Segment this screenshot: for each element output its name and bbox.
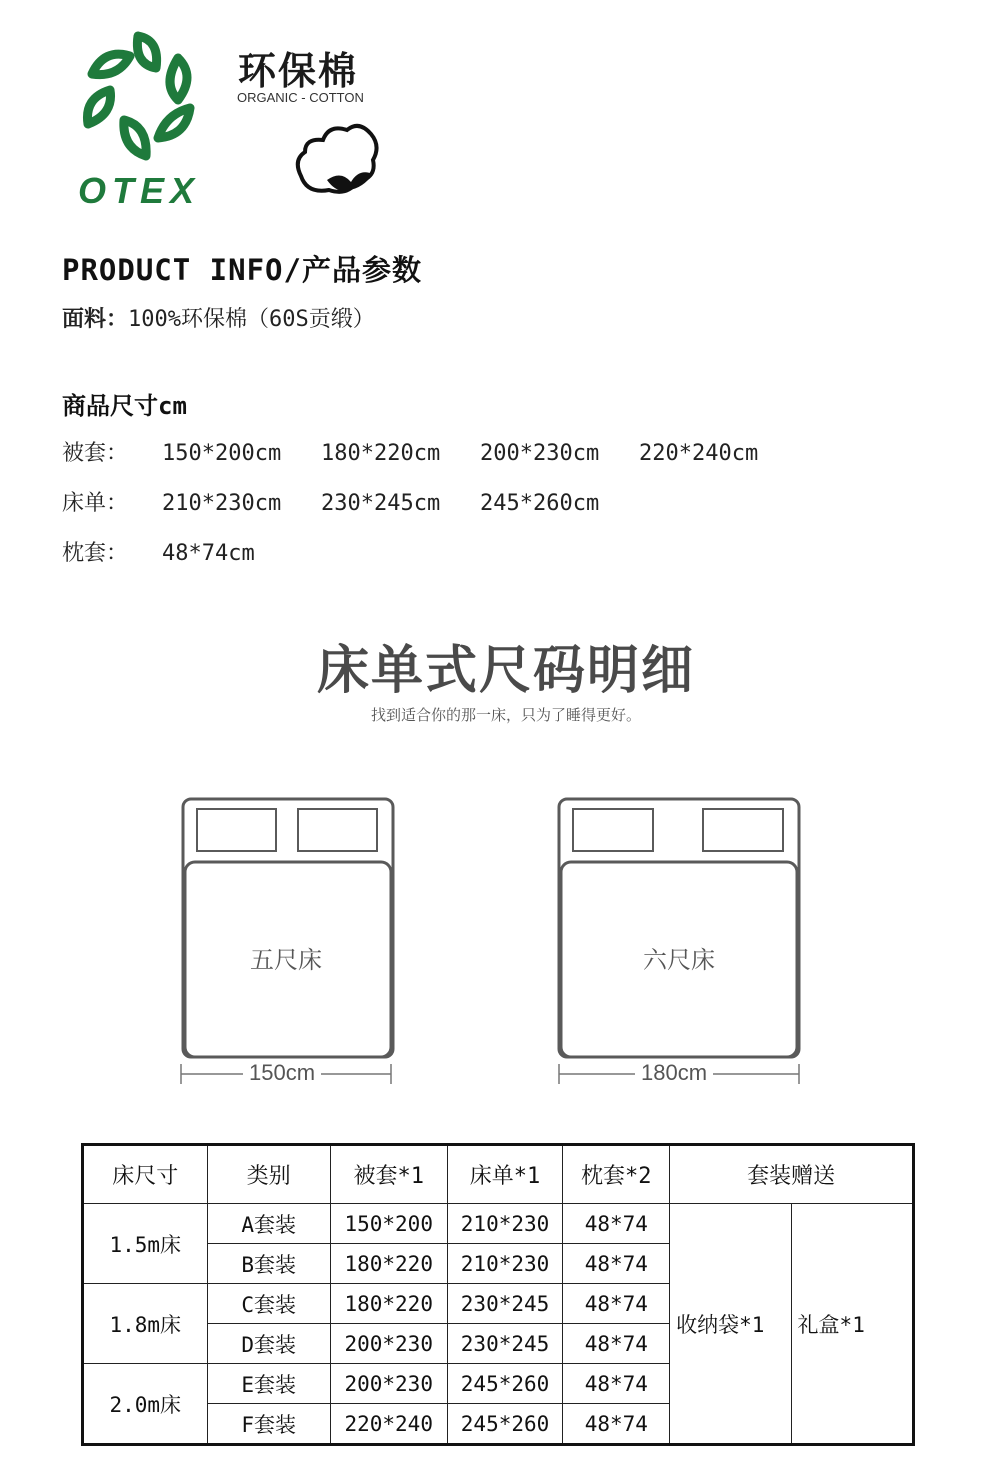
fabric-value: 100%环保棉（60S贡缎） bbox=[128, 307, 375, 332]
set-name-cell: F套装 bbox=[207, 1404, 330, 1445]
pillow-size-cell: 48*74 bbox=[563, 1204, 670, 1244]
set-size-table bbox=[81, 1143, 915, 1446]
sheet-size-cell: 230*245 bbox=[447, 1324, 563, 1364]
set-name-cell: C套装 bbox=[207, 1284, 330, 1324]
bed-name-label: 六尺床 bbox=[643, 946, 715, 974]
size-value: 180*220cm bbox=[321, 441, 441, 466]
set-name-cell: A套装 bbox=[207, 1204, 330, 1244]
quilt-size-cell: 200*230 bbox=[330, 1324, 447, 1364]
sheet-size-cell: 245*260 bbox=[447, 1404, 563, 1445]
otex-logo-text: OTEX bbox=[78, 170, 201, 211]
table-header: 套装赠送 bbox=[670, 1145, 914, 1204]
table-header: 床尺寸 bbox=[83, 1145, 208, 1204]
quilt-size-cell: 200*230 bbox=[330, 1364, 447, 1404]
table-header-row bbox=[83, 1145, 914, 1204]
gift-cell: 礼盒*1 bbox=[791, 1204, 913, 1445]
bed-size-cell: 1.5m床 bbox=[83, 1204, 208, 1284]
sheet-size-cell: 245*260 bbox=[447, 1364, 563, 1404]
sheet-size-cell: 210*230 bbox=[447, 1204, 563, 1244]
fabric-line bbox=[62, 302, 375, 333]
pillow-size-cell: 48*74 bbox=[563, 1324, 670, 1364]
bed-width-label: 150cm bbox=[243, 1060, 321, 1086]
size-row-label: 床单： bbox=[62, 491, 129, 516]
size-value: 220*240cm bbox=[639, 441, 759, 466]
table-header: 类别 bbox=[207, 1145, 330, 1204]
size-row-sheet bbox=[62, 486, 639, 518]
quilt-size-cell: 150*200 bbox=[330, 1204, 447, 1244]
pillow-size-cell: 48*74 bbox=[563, 1364, 670, 1404]
leaf-wreath-logo-icon bbox=[78, 28, 213, 163]
pillow-size-cell: 48*74 bbox=[563, 1404, 670, 1445]
size-value: 48*74cm bbox=[162, 541, 255, 566]
set-name-cell: D套装 bbox=[207, 1324, 330, 1364]
size-row-label: 枕套： bbox=[62, 541, 129, 566]
table-header: 枕套*2 bbox=[563, 1145, 670, 1204]
pillow-size-cell: 48*74 bbox=[563, 1244, 670, 1284]
sheet-size-cell: 230*245 bbox=[447, 1284, 563, 1324]
bed-width-label: 180cm bbox=[635, 1060, 713, 1086]
pillow-size-cell: 48*74 bbox=[563, 1284, 670, 1324]
section-subtitle: 找到适合你的那一床，只为了睡得更好。 bbox=[370, 706, 641, 724]
brand-name-en: ORGANIC - COTTON bbox=[237, 90, 364, 105]
set-name-cell: E套装 bbox=[207, 1364, 330, 1404]
quilt-size-cell: 180*220 bbox=[330, 1244, 447, 1284]
table-row bbox=[83, 1204, 914, 1244]
sheet-size-cell: 210*230 bbox=[447, 1244, 563, 1284]
quilt-size-cell: 180*220 bbox=[330, 1284, 447, 1324]
size-value: 150*200cm bbox=[162, 441, 282, 466]
size-value: 210*230cm bbox=[162, 491, 282, 516]
size-title: 商品尺寸cm bbox=[62, 392, 187, 420]
table-header: 被套*1 bbox=[330, 1145, 447, 1204]
size-row-pillow bbox=[62, 536, 321, 568]
size-value: 245*260cm bbox=[480, 491, 600, 516]
bed-size-cell: 1.8m床 bbox=[83, 1284, 208, 1364]
size-value: 230*245cm bbox=[321, 491, 441, 516]
table-header: 床单*1 bbox=[447, 1145, 563, 1204]
brand-name-cn: 环保棉 bbox=[238, 49, 359, 93]
bed-size-cell: 2.0m床 bbox=[83, 1364, 208, 1445]
size-row-quilt bbox=[62, 436, 798, 468]
size-value: 200*230cm bbox=[480, 441, 600, 466]
section-title: 床单式尺码明细 bbox=[316, 641, 695, 701]
gift-cell: 收纳袋*1 bbox=[670, 1204, 791, 1445]
fabric-label: 面料： bbox=[62, 307, 129, 332]
set-name-cell: B套装 bbox=[207, 1244, 330, 1284]
cotton-boll-icon bbox=[293, 120, 383, 200]
quilt-size-cell: 220*240 bbox=[330, 1404, 447, 1445]
bed-name-label: 五尺床 bbox=[250, 946, 322, 974]
product-info-title: PRODUCT INFO/产品参数 bbox=[62, 253, 422, 287]
size-row-label: 被套： bbox=[62, 441, 129, 466]
